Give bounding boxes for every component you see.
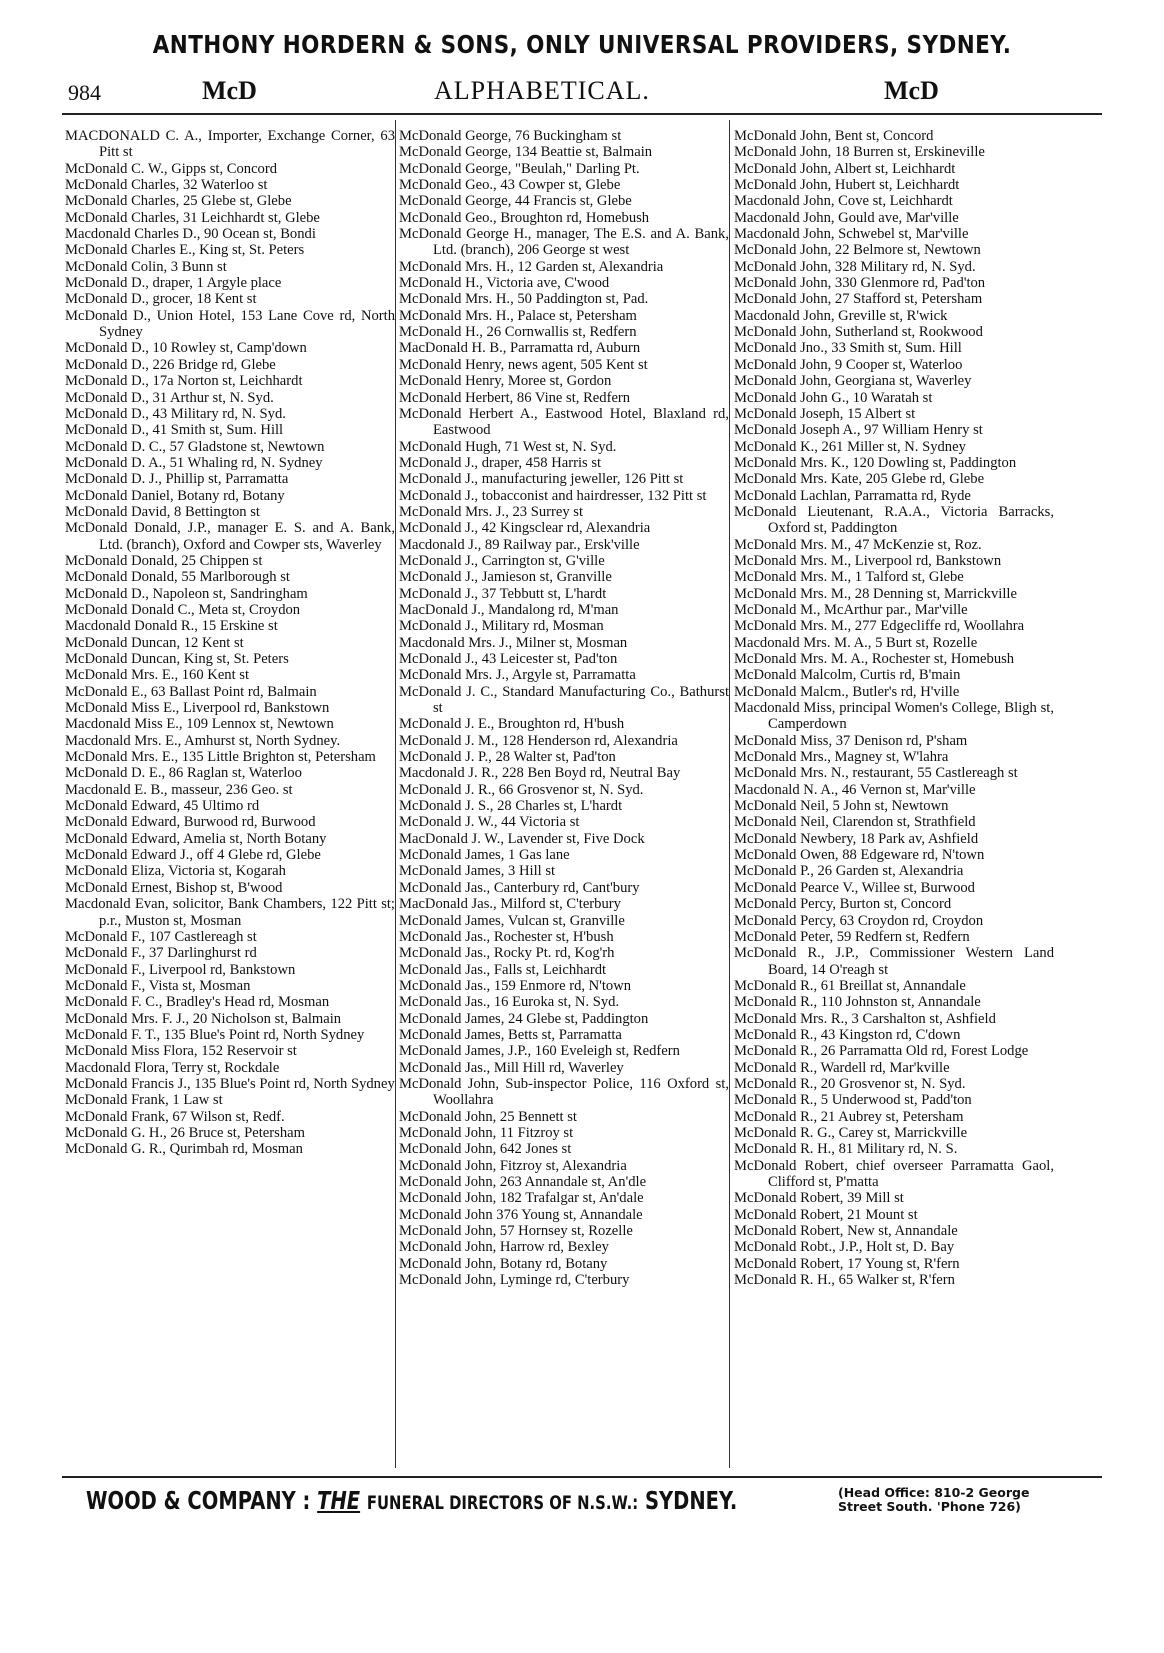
directory-entry: McDonald George, "Beulah," Darling Pt. [399,160,640,177]
directory-entry: McDonald John, 11 Fitzroy st [399,1124,574,1141]
directory-entry: McDonald Mrs. R., 3 Carshalton st, Ashfield [734,1010,996,1027]
directory-entry: McDonald Percy, Burton st, Concord [734,896,952,913]
directory-entry: McDonald Lachlan, Parramatta rd, Ryde [734,487,971,504]
directory-entry: McDonald Daniel, Botany rd, Botany [65,487,285,504]
directory-entry: McDonald D., 41 Smith st, Sum. Hill [65,422,284,439]
directory-entry: McDonald R., 43 Kingston rd, C'down [734,1026,961,1043]
directory-entry: McDonald John, 25 Bennett st [399,1108,577,1125]
directory-entry: McDonald J. M., 128 Henderson rd, Alexandria [399,732,678,749]
directory-entry: McDonald John, 9 Cooper st, Waterloo [734,356,963,373]
directory-entry: McDonald Jas., Rochester st, H'bush [399,928,614,945]
directory-entry: McDonald Mrs. M., 28 Denning st, Marrickville [734,585,1017,602]
directory-entry: McDonald Jas., Mill Hill rd, Waverley [399,1059,624,1076]
directory-entry: McDonald D., grocer, 18 Kent st [65,291,257,308]
directory-entry: Macdonald Evan, solicitor, Bank Chambers, 122 Pitt st; p.r., Muston st, Mosman [65,896,395,929]
directory-entry: McDonald D., Union Hotel, 153 Lane Cove rd, North Sydney [65,307,395,341]
directory-entry: McDonald G. R., Qurimbah rd, Mosman [65,1141,303,1158]
directory-entry: MACDONALD C. A., Importer, Exchange Corner, 63 Pitt st [65,128,395,161]
directory-entry: McDonald John, 330 Glenmore rd, Pad'ton [734,275,986,292]
directory-entry: McDonald Joseph A., 97 William Henry st [734,422,983,439]
directory-entry: McDonald Mrs. Kate, 205 Glebe rd, Glebe [734,471,985,488]
directory-entry: McDonald John, 18 Burren st, Erskineville [734,144,985,161]
directory-entry: McDonald Robt., J.P., Holt st, D. Bay [734,1239,955,1256]
directory-entry: McDonald D. C., 57 Gladstone st, Newtown [65,438,325,455]
directory-entry: McDonald George, 44 Francis st, Glebe [399,193,632,210]
directory-entry: Macdonald John, Greville st, R'wick [734,307,948,324]
page-banner: ANTHONY HORDERN & SONS, ONLY UNIVERSAL PROVIDERS, SYDNEY. [152,30,1012,59]
directory-entry: Macdonald John, Cove st, Leichhardt [734,193,953,210]
directory-entry: McDonald G. H., 26 Bruce st, Petersham [65,1124,305,1141]
directory-entry: McDonald Mrs. M., 1 Talford st, Glebe [734,569,964,586]
column-divider [729,120,730,1468]
directory-entry: McDonald D., Napoleon st, Sandringham [65,585,308,602]
directory-entry: McDonald R., 26 Parramatta Old rd, Forest Lodge [734,1043,1029,1060]
directory-entry: McDonald John, Georgiana st, Waverley [734,373,972,390]
directory-entry: McDonald Hugh, 71 West st, N. Syd. [399,438,617,455]
directory-entry: McDonald R. G., Carey st, Marrickville [734,1124,968,1141]
directory-entry: McDonald Donald, 55 Marlborough st [65,569,290,586]
directory-entry: McDonald Robert, chief overseer Parramatta Gaol, Clifford st, P'matta [734,1157,1054,1190]
directory-entry: Macdonald Miss E., 109 Lennox st, Newtown [65,716,334,733]
directory-entry: McDonald Mrs. M., 277 Edgecliffe rd, Woollahra [734,618,1025,635]
directory-entry: McDonald James, Betts st, Parramatta [399,1026,622,1043]
directory-entry: McDonald John G., 10 Waratah st [734,389,933,406]
directory-entry: McDonald Malcolm, Curtis rd, B'main [734,667,961,684]
directory-entry: McDonald Mrs. F. J., 20 Nicholson st, Balmain [65,1010,342,1027]
directory-entry: Macdonald Mrs. M. A., 5 Burt st, Rozelle [734,634,978,651]
directory-entry: McDonald Mrs. J., 23 Surrey st [399,503,584,520]
directory-column-1 [65,128,395,1158]
directory-entry: McDonald Pearce V., Willee st, Burwood [734,879,975,896]
directory-entry: McDonald Frank, 1 Law st [65,1092,223,1109]
directory-entry: McDonald Mrs. K., 120 Dowling st, Paddington [734,454,1017,471]
directory-entry: McDonald F., Liverpool rd, Bankstown [65,961,296,978]
directory-entry: McDonald Eliza, Victoria st, Kogarah [65,863,286,880]
directory-entry: McDonald John, Harrow rd, Bexley [399,1239,609,1256]
directory-entry: McDonald Francis J., 135 Blue's Point rd, North Sydney [65,1075,395,1092]
directory-entry: McDonald Robert, 21 Mount st [734,1206,918,1223]
section-letters-left: McD [202,76,257,105]
directory-entry: McDonald J., Jamieson st, Granville [399,569,612,586]
directory-entry: McDonald J., 43 Leicester st, Pad'ton [399,651,618,667]
directory-entry: McDonald Charles E., King st, St. Peters [65,242,305,259]
directory-entry: McDonald John, Bent st, Concord [734,128,934,144]
directory-entry: McDonald John, 263 Annandale st, An'dle [399,1174,647,1190]
directory-entry: Macdonald E. B., masseur, 236 Geo. st [65,781,293,798]
directory-entry: Macdonald Mrs. E., Amhurst st, North Sydney. [65,732,341,749]
directory-entry: McDonald H., 26 Cornwallis st, Redfern [399,324,637,341]
directory-entry: McDonald R. H., 65 Walker st, R'fern [734,1272,955,1289]
directory-entry: McDonald Edward J., off 4 Glebe rd, Glebe [65,847,321,864]
directory-entry: McDonald Duncan, King st, St. Peters [65,651,289,667]
directory-entry: McDonald Donald, 25 Chippen st [65,552,263,569]
directory-entry: Macdonald J. R., 228 Ben Boyd rd, Neutral Bay [399,765,681,782]
directory-entry: McDonald D. A., 51 Whaling rd, N. Sydney [65,454,323,471]
directory-entry: McDonald F. C., Bradley's Head rd, Mosman [65,994,330,1011]
directory-entry: McDonald R., 61 Breillat st, Annandale [734,977,966,994]
directory-entry: McDonald Jno., 33 Smith st, Sum. Hill [734,340,962,357]
directory-entry: McDonald J., 37 Tebbutt st, L'hardt [399,585,607,602]
directory-entry: McDonald John, 182 Trafalgar st, An'dale [399,1190,644,1207]
directory-entry: Macdonald John, Gould ave, Mar'ville [734,209,959,226]
footer-the: THE [317,1486,361,1515]
directory-entry: McDonald John, 328 Military rd, N. Syd. [734,258,976,275]
directory-entry: McDonald Jas., 16 Euroka st, N. Syd. [399,994,620,1011]
directory-entry: McDonald James, J.P., 160 Eveleigh st, Redfern [399,1043,680,1060]
directory-entry: McDonald J., draper, 458 Harris st [399,454,602,471]
directory-entry: McDonald F., 37 Darlinghurst rd [65,945,257,962]
directory-entry: McDonald J., Military rd, Mosman [399,618,604,635]
directory-entry: McDonald Robert, 17 Young st, R'fern [734,1255,960,1272]
directory-entry: McDonald George, 134 Beattie st, Balmain [399,144,653,161]
directory-entry: McDonald Mrs. H., 12 Garden st, Alexandria [399,258,664,275]
directory-entry: McDonald K., 261 Miller st, N. Sydney [734,438,966,455]
directory-entry: Macdonald Mrs. J., Milner st, Mosman [399,634,628,651]
directory-entry: McDonald Edward, Burwood rd, Burwood [65,814,316,831]
directory-entry: McDonald Jas., 159 Enmore rd, N'town [399,977,632,994]
directory-entry: McDonald J., 42 Kingsclear rd, Alexandria [399,520,651,537]
directory-entry: McDonald P., 26 Garden st, Alexandria [734,863,964,880]
directory-entry: McDonald Mrs. J., Argyle st, Parramatta [399,667,636,684]
footer-office-line: Street South. 'Phone 726) [838,1499,1021,1514]
column-divider [395,120,396,1468]
directory-entry: McDonald Robert, 39 Mill st [734,1190,904,1207]
directory-entry: McDonald David, 8 Bettington st [65,503,260,520]
directory-entry: McDonald Mrs. M. A., Rochester st, Homebush [734,651,1015,667]
directory-entry: McDonald James, Vulcan st, Granville [399,912,625,929]
directory-entry: McDonald Robert, New st, Annandale [734,1223,958,1240]
directory-entry: McDonald D., 43 Military rd, N. Syd. [65,405,286,422]
directory-entry: McDonald Neil, 5 John st, Newtown [734,798,949,815]
directory-entry: Macdonald N. A., 46 Vernon st, Mar'ville [734,781,976,798]
directory-entry: McDonald Percy, 63 Croydon rd, Croydon [734,912,984,929]
directory-entry: McDonald Duncan, 12 Kent st [65,634,244,651]
directory-entry: McDonald John, Albert st, Leichhardt [734,160,956,177]
section-letters-right: McD [884,76,939,105]
page-header [62,72,1102,114]
directory-entry: Macdonald Charles D., 90 Ocean st, Bondi [65,226,316,243]
directory-entry: McDonald Herbert, 86 Vine st, Redfern [399,389,631,406]
directory-entry: McDonald Miss E., Liverpool rd, Bankstown [65,700,330,717]
directory-entry: McDonald Colin, 3 Bunn st [65,258,227,275]
directory-entry: McDonald Frank, 67 Wilson st, Redf. [65,1108,285,1125]
directory-entry: McDonald Donald, J.P., manager E. S. and A. Bank, Ltd. (branch), Oxford and Cowper sts, Waverley [65,520,395,553]
directory-entry: McDonald D., draper, 1 Argyle place [65,275,282,292]
directory-entry: Macdonald J., 89 Railway par., Ersk'ville [399,536,640,553]
directory-entry: McDonald Mrs., Magney st, W'lahra [734,749,949,766]
directory-entry: McDonald D., 226 Bridge rd, Glebe [65,356,276,373]
section-title: ALPHABETICAL. [434,76,650,105]
directory-entry: McDonald M., McArthur par., Mar'ville [734,601,968,618]
directory-entry: MacDonald J., Mandalong rd, M'man [399,601,619,618]
directory-entry: Macdonald Donald R., 15 Erskine st [65,618,278,635]
directory-entry: McDonald D. E., 86 Raglan st, Waterloo [65,765,302,782]
directory-entry: McDonald Joseph, 15 Albert st [734,405,916,422]
directory-entry: McDonald Charles, 25 Glebe st, Glebe [65,193,292,210]
directory-entry: McDonald R., 110 Johnston st, Annandale [734,994,981,1011]
footer-rule [62,1476,1102,1478]
directory-entry: McDonald Herbert A., Eastwood Hotel, Blaxland rd, Eastwood [399,405,729,439]
directory-entry: McDonald John, Hubert st, Leichhardt [734,177,960,194]
footer-company: WOOD & COMPANY : [86,1486,311,1515]
directory-entry: McDonald D., 31 Arthur st, N. Syd. [65,389,274,406]
directory-entry: McDonald R. H., 81 Military rd, N. S. [734,1141,958,1158]
directory-entry: McDonald John, 27 Stafford st, Petersham [734,291,983,308]
directory-entry: McDonald Edward, 45 Ultimo rd [65,798,260,815]
directory-entry: McDonald D., 10 Rowley st, Camp'down [65,340,307,357]
directory-entry: McDonald J. P., 28 Walter st, Pad'ton [399,749,616,766]
directory-entry: McDonald Mrs. H., Palace st, Petersham [399,307,637,324]
directory-column-3 [734,128,1054,1288]
directory-entry: McDonald F., Vista st, Mosman [65,977,251,994]
directory-entry: McDonald E., 63 Ballast Point rd, Balmain [65,683,317,700]
directory-entry: MacDonald Jas., Milford st, C'terbury [399,896,621,913]
footer-tagline: FUNERAL DIRECTORS OF N.S.W.: [366,1492,639,1514]
directory-entry: McDonald Mrs. M., 47 McKenzie st, Roz. [734,536,982,553]
directory-entry: McDonald Ernest, Bishop st, B'wood [65,879,283,896]
directory-entry: McDonald Mrs. M., Liverpool rd, Bankstown [734,552,1002,569]
directory-entry: McDonald James, 1 Gas lane [399,847,570,864]
directory-entry: McDonald Malcm., Butler's rd, H'ville [734,683,960,700]
directory-entry: McDonald R., J.P., Commissioner Western Land Board, 14 O'reagh st [734,945,1054,978]
directory-entry: McDonald Mrs. N., restaurant, 55 Castlereagh st [734,765,1018,782]
footer-ad-text [86,1486,737,1515]
directory-entry: McDonald Jas., Rocky Pt. rd, Kog'rh [399,945,615,962]
directory-entry: McDonald D. J., Phillip st, Parramatta [65,471,289,488]
directory-entry: McDonald John, 642 Jones st [399,1141,572,1158]
directory-entry: McDonald Miss Flora, 152 Reservoir st [65,1043,297,1060]
directory-entry: McDonald J. E., Broughton rd, H'bush [399,716,625,733]
directory-entry: McDonald H., Victoria ave, C'wood [399,275,610,292]
directory-entry: MacDonald H. B., Parramatta rd, Auburn [399,340,641,357]
page-number: 984 [68,80,101,105]
directory-entry: McDonald John, Botany rd, Botany [399,1255,608,1272]
directory-entry: McDonald Geo., Broughton rd, Homebush [399,209,650,226]
directory-column-2 [399,128,729,1288]
directory-entry: MacDonald J. W., Lavender st, Five Dock [399,830,645,847]
directory-entry: McDonald Owen, 88 Edgeware rd, N'town [734,847,985,864]
directory-entry: McDonald George, 76 Buckingham st [399,128,622,144]
directory-entry: McDonald Edward, Amelia st, North Botany [65,830,327,847]
directory-entry: McDonald John, Lyminge rd, C'terbury [399,1272,630,1289]
directory-entry: McDonald F., 107 Castlereagh st [65,928,257,945]
directory-entry: McDonald J. R., 66 Grosvenor st, N. Syd. [399,781,644,798]
directory-entry: McDonald J., tobacconist and hairdresser, 132 Pitt st [399,487,707,504]
directory-entry: Macdonald John, Schwebel st, Mar'ville [734,226,969,243]
directory-entry: McDonald R., 21 Aubrey st, Petersham [734,1108,964,1125]
directory-entry: McDonald D., 17a Norton st, Leichhardt [65,373,303,390]
directory-entry: McDonald John, 22 Belmore st, Newtown [734,242,981,259]
directory-entry: McDonald Mrs. H., 50 Paddington st, Pad. [399,291,649,308]
directory-entry: McDonald John, 57 Hornsey st, Rozelle [399,1223,633,1240]
directory-entry: McDonald Newbery, 18 Park av, Ashfield [734,830,979,847]
directory-entry: McDonald Mrs. E., 135 Little Brighton st, Petersham [65,749,376,766]
directory-entry: McDonald Henry, news agent, 505 Kent st [399,356,648,373]
directory-entry: McDonald John, Sub-inspector Police, 116 Oxford st, Woollahra [399,1075,729,1109]
directory-entry: McDonald J., manufacturing jeweller, 126 Pitt st [399,471,684,488]
directory-entry: McDonald Donald C., Meta st, Croydon [65,601,301,618]
footer-office-line: (Head Office: 810-2 George [838,1485,1030,1500]
directory-entry: McDonald C. W., Gipps st, Concord [65,160,278,177]
directory-entry: McDonald John, Fitzroy st, Alexandria [399,1157,627,1174]
directory-entry: McDonald Miss, 37 Denison rd, P'sham [734,732,968,749]
footer-advertisement [86,1484,1076,1528]
directory-entry: McDonald Mrs. E., 160 Kent st [65,667,250,684]
directory-entry: McDonald George H., manager, The E.S. and A. Bank, Ltd. (branch), 206 George st west [399,226,729,259]
directory-entry: McDonald John, Sutherland st, Rookwood [734,324,983,341]
directory-entry: McDonald Charles, 32 Waterloo st [65,177,268,194]
directory-entry: Macdonald Flora, Terry st, Rockdale [65,1059,280,1076]
directory-entry: McDonald R., Wardell rd, Mar'kville [734,1059,950,1076]
directory-entry: McDonald R., 20 Grosvenor st, N. Syd. [734,1075,966,1092]
directory-entry: McDonald Henry, Moree st, Gordon [399,373,612,390]
directory-entry: McDonald Geo., 43 Cowper st, Glebe [399,177,621,194]
footer-city: SYDNEY. [644,1486,738,1515]
directory-entry: McDonald Lieutenant, R.A.A., Victoria Barracks, Oxford st, Paddington [734,503,1054,537]
directory-entry: McDonald Neil, Clarendon st, Strathfield [734,814,976,831]
directory-entry: McDonald Charles, 31 Leichhardt st, Glebe [65,209,320,226]
directory-entry: McDonald F. T., 135 Blue's Point rd, North Sydney [65,1026,365,1043]
directory-entry: McDonald J. C., Standard Manufacturing Co., Bathurst st [399,683,729,717]
directory-entry: McDonald R., 5 Underwood st, Padd'ton [734,1092,972,1109]
directory-entry: McDonald Jas., Falls st, Leichhardt [399,961,607,978]
directory-entry: McDonald J. W., 44 Victoria st [399,814,580,831]
directory-entry: McDonald Jas., Canterbury rd, Cant'bury [399,879,640,896]
directory-entry: McDonald J. S., 28 Charles st, L'hardt [399,798,623,815]
footer-office [838,1486,1029,1514]
directory-entry: McDonald John 376 Young st, Annandale [399,1206,643,1223]
directory-entry: McDonald James, 3 Hill st [399,863,556,880]
directory-entry: McDonald J., Carrington st, G'ville [399,552,605,569]
header-rule [62,113,1102,115]
directory-entry: McDonald James, 24 Glebe st, Paddington [399,1010,649,1027]
directory-entry: Macdonald Miss, principal Women's College, Bligh st, Camperdown [734,700,1054,733]
directory-entry: McDonald Peter, 59 Redfern st, Redfern [734,928,970,945]
